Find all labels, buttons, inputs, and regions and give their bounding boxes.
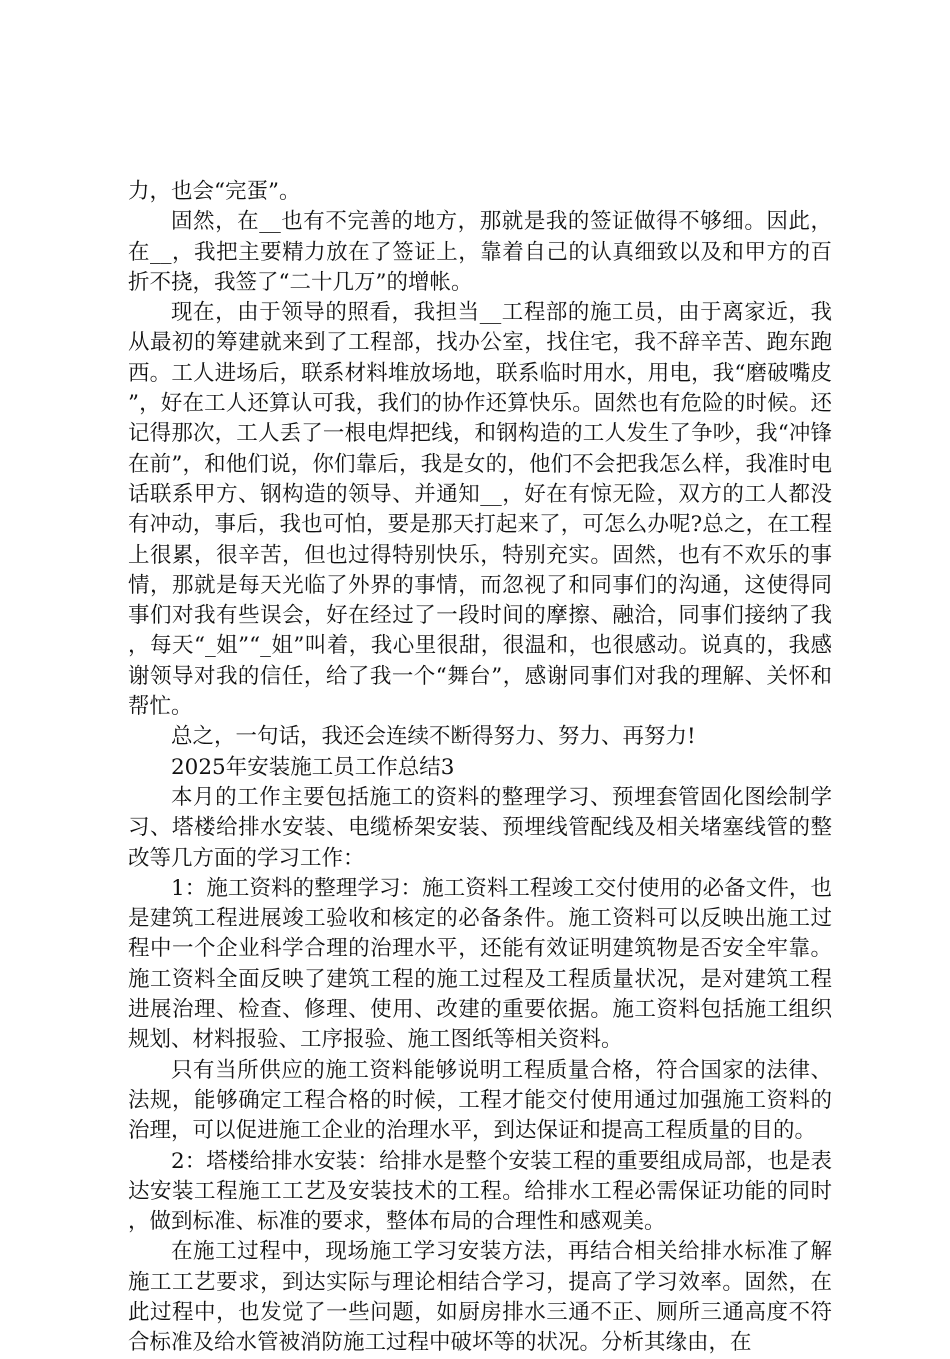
paragraph-1: 力，也会“完蛋”。 — [128, 179, 301, 204]
paragraph-2: 固然，在__也有不完善的地方，那就是我的签证做得不够细。因此，在__，我把主要精力放在了签证上，靠着自己的认真细致以及和甲方的百折不挠，我签了“二十几万”的增帐。 — [128, 209, 832, 295]
paragraph-9: 2：塔楼给排水安装：给排水是整个安装工程的重要组成局部，也是表达安装工程施工工艺及安装技术的工程。给排水工程必需保证功能的同时，做到标准、标准的要求，整体布局的合理性和感观美。 — [128, 1148, 832, 1235]
document-body — [128, 177, 832, 1359]
paragraph-8: 只有当所供应的施工资料能够说明工程质量合格，符合国家的法律、法规，能够确定工程合格的时候，工程才能交付使用通过加强施工资料的治理，可以促进施工企业的治理水平，到达保证和提高工程质量的目的。 — [128, 1057, 832, 1144]
paragraph-7: 1：施工资料的整理学习：施工资料工程竣工交付使用的必备文件，也是建筑工程进展竣工验收和核定的必备条件。施工资料可以反映出施工过程中一个企业科学合理的治理水平，还能有效证明建筑物是否安全牢靠。施工资料全面反映了建筑工程的施工过程及工程质量状况，是对建筑工程进展治理、检查、修理、使用、改建的重要依据。施工资料包括施工组织规划、材料报验、工序报验、施工图纸等相关资料。 — [128, 875, 832, 1053]
paragraph-3: 现在，由于领导的照看，我担当__工程部的施工员，由于离家近，我从最初的筹建就来到了工程部，找办公室，找住宅，我不辞辛苦、跑东跑西。工人进场后，联系材料堆放场地，联系临时用水，用电，我“磨破嘴皮”，好在工人还算认可我，我们的协作还算快乐。固然也有危险的时候。还记得那次，工人丢了一根电焊把线，和钢构造的工人发生了争吵，我“冲锋在前”，和他们说，你们靠后，我是女的，他们不会把我怎么样，我准时电话联系甲方、钢构造的领导、并通知__，好在有惊无险，双方的工人都没有冲动，事后，我也可怕，要是那天打起来了，可怎么办呢?总之，在工程上很累，很辛苦，但也过得特别快乐，特别充实。固然，也有不欢乐的事情，那就是每天光临了外界的事情，而忽视了和同事们的沟通，这使得同事们对我有些误会，好在经过了一段时间的摩擦、融洽，同事们接纳了我，每天“_姐”“_姐”叫着，我心里很甜，很温和，也很感动。说真的，我感谢领导对我的信任，给了我一个“舞台”，感谢同事们对我的理解、关怀和帮忙。 — [128, 300, 832, 720]
paragraph-4: 总之，一句话，我还会连续不断得努力、努力、再努力! — [171, 724, 696, 750]
paragraph-6: 本月的工作主要包括施工的资料的整理学习、预埋套管固化图绘制学习、塔楼给排水安装、电缆桥架安装、预埋线管配线及相关堵塞线管的整改等几方面的学习工作： — [128, 784, 832, 871]
paragraph-10: 在施工过程中，现场施工学习安装方法，再结合相关给排水标准了解施工工艺要求，到达实际与理论相结合学习，提高了学习效率。固然，在此过程中，也发觉了一些问题，如厨房排水三通不正、厕所三通高度不符合标准及给水管被消防施工过程中破坏等的状况。分析其缘由，在 — [128, 1239, 832, 1356]
section-heading: 2025年安装施工员工作总结3 — [171, 754, 455, 780]
